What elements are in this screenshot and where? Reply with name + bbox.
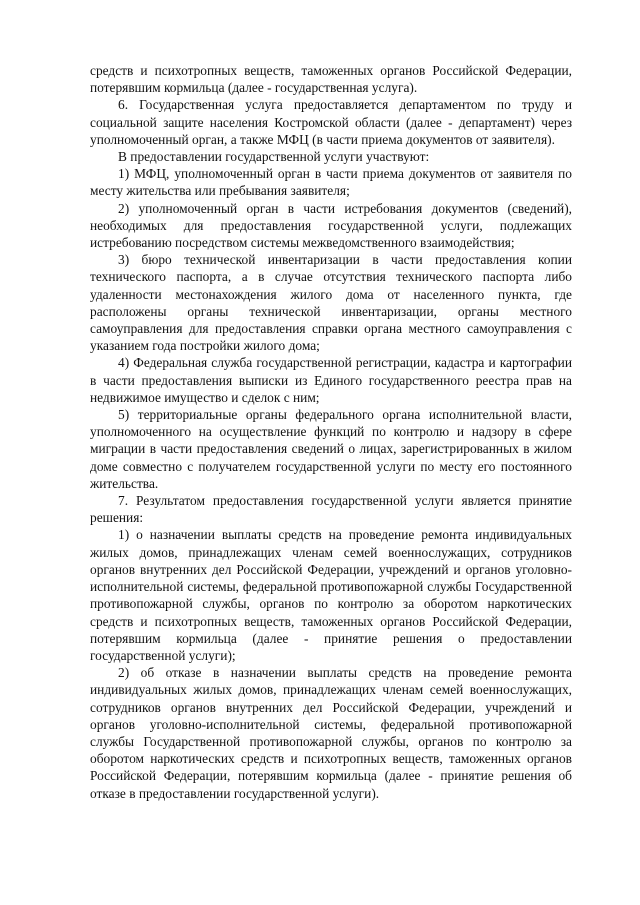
participant-item-1: 1) МФЦ, уполномоченный орган в части приема документов от заявителя по месту жительства или пребывания заявителя;: [90, 166, 572, 199]
result-item-1: 1) о назначении выплаты средств на проведение ремонта индивидуальных жилых домов, принадлежащих членам семей военнослужащих, сотрудников органов внутренних дел Российской Федерации, учреждений и органов уголовно-исполнительной системы, федеральной противопожарной службы Государственной противопожарной службы, органов по контролю за оборотом наркотических средств и психотропных веществ, таможенных органов Российской Федерации, потерявшим кормильца (далее - принятие решения о предоставлении государственной услуги);: [90, 527, 572, 663]
document-page: [90, 62, 572, 802]
participant-item-4: 4) Федеральная служба государственной регистрации, кадастра и картографии в части предоставления выписки из Единого государственного реестра прав на недвижимое имущество и сделок с ним;: [90, 355, 572, 405]
participant-item-2: 2) уполномоченный орган в части истребования документов (сведений), необходимых для предоставления государственной услуги, подлежащих истребованию посредством системы межведомственного взаимодействия;: [90, 200, 572, 251]
paragraph-participants-intro: В предоставлении государственной услуги участвуют:: [118, 149, 430, 165]
paragraph-continuation: средств и психотропных веществ, таможенных органов Российской Федерации, потерявшим кормильца (далее - государственная услуга).: [90, 63, 572, 96]
paragraph-item-7: 7. Результатом предоставления государственной услуги является принятие решения:: [90, 493, 572, 526]
result-item-2: 2) об отказе в назначении выплаты средств на проведение ремонта индивидуальных жилых домов, принадлежащих членам семей военнослужащих, сотрудников органов внутренних дел Российской Федерации, учреждений и органов уголовно-исполнительной системы, федеральной противопожарной службы Государственной противопожарной службы, органов по контролю за оборотом наркотических средств и психотропных веществ, таможенных органов Российской Федерации, потерявшим кормильца (далее - принятие решения об отказе в предоставлении государственной услуги).: [90, 665, 572, 801]
participant-item-3: 3) бюро технической инвентаризации в части предоставления копии технического паспорта, а в случае отсутствия технического паспорта либо удаленности местонахождения жилого дома от населенного пункта, где расположены органы технической инвентаризации, органы местного самоуправления для предоставления справки органа местного самоуправления с указанием года постройки жилого дома;: [90, 252, 572, 354]
paragraph-item-6: 6. Государственная услуга предоставляется департаментом по труду и социальной защите населения Костромской области (далее - департамент) через уполномоченный орган, а также МФЦ (в части приема документов от заявителя).: [90, 97, 572, 147]
participant-item-5: 5) территориальные органы федерального органа исполнительной власти, уполномоченного на осуществление функций по контролю и надзору в сфере миграции в части предоставления сведений о лицах, зарегистрированных в жилом доме совместно с получателем государственной услуги по месту его постоянного жительства.: [90, 407, 572, 491]
